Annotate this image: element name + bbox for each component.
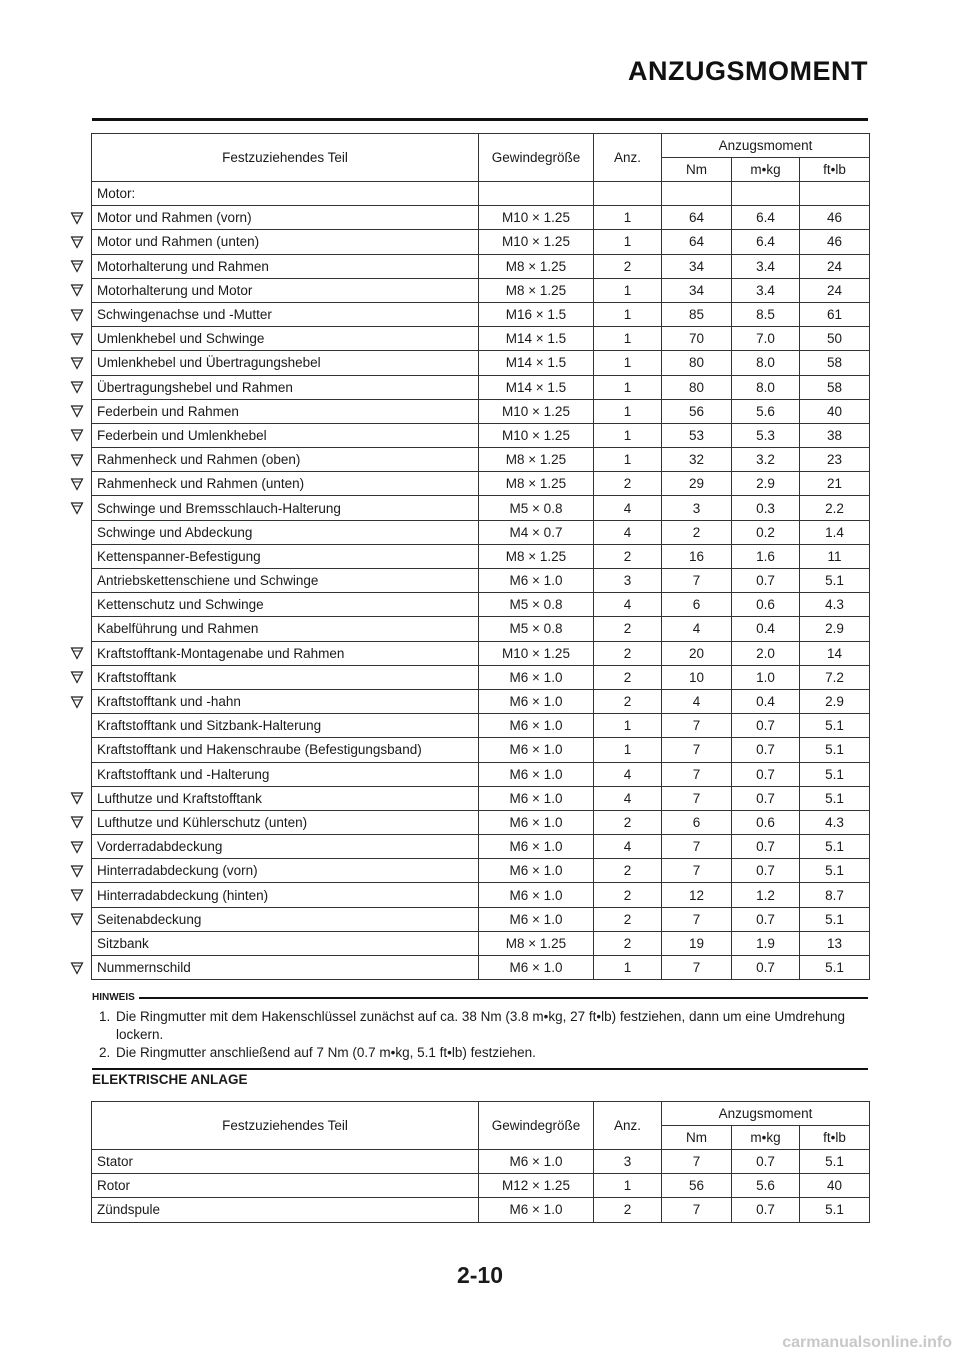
cell-mkg: 0.4	[732, 689, 800, 713]
cell-ftlb: 46	[800, 230, 870, 254]
cell-part: Kabelführung und Rahmen	[92, 617, 479, 641]
cell-part: Rahmenheck und Rahmen (unten)	[92, 472, 479, 496]
cell-mkg: 0.7	[732, 859, 800, 883]
cell-ftlb: 5.1	[800, 956, 870, 980]
triangle-mark-icon	[70, 283, 84, 297]
cell-nm: 19	[662, 931, 732, 955]
elec-header-part: Festzuziehendes Teil	[92, 1102, 479, 1150]
triangle-mark-icon	[70, 308, 84, 322]
note-label: HINWEIS	[92, 991, 135, 1003]
title-rule	[92, 118, 868, 121]
cell-mkg: 0.7	[732, 956, 800, 980]
triangle-mark-icon	[70, 477, 84, 491]
cell-mkg: 6.4	[732, 230, 800, 254]
cell-ftlb: 5.1	[800, 714, 870, 738]
cell-ftlb: 5.1	[800, 835, 870, 859]
cell-thread: M14 × 1.5	[479, 351, 594, 375]
cell-part: Sitzbank	[92, 931, 479, 955]
cell-nm: 7	[662, 714, 732, 738]
cell-ftlb: 2.9	[800, 689, 870, 713]
cell-thread: M6 × 1.0	[479, 714, 594, 738]
triangle-mark-icon	[70, 211, 84, 225]
cell-part: Umlenkhebel und Übertragungshebel	[92, 351, 479, 375]
cell-ftlb: 1.4	[800, 520, 870, 544]
cell-qty: 2	[594, 931, 662, 955]
cell-nm: 7	[662, 1150, 732, 1174]
cell-qty: 2	[594, 883, 662, 907]
table-row	[92, 351, 870, 375]
cell-nm: 80	[662, 375, 732, 399]
table-row	[92, 593, 870, 617]
cell-thread: M6 × 1.0	[479, 883, 594, 907]
cell-qty: 1	[594, 1174, 662, 1198]
cell-ftlb: 61	[800, 302, 870, 326]
note-block	[92, 990, 868, 1070]
elec-header-qty: Anz.	[594, 1102, 662, 1150]
cell-ftlb: 58	[800, 375, 870, 399]
triangle-mark-icon	[70, 646, 84, 660]
cell-ftlb: 46	[800, 206, 870, 230]
table-row	[92, 835, 870, 859]
cell-mkg: 3.4	[732, 278, 800, 302]
cell-nm: 7	[662, 786, 732, 810]
header-qty: Anz.	[594, 134, 662, 182]
cell-qty: 1	[594, 714, 662, 738]
cell-thread: M8 × 1.25	[479, 278, 594, 302]
cell-ftlb: 4.3	[800, 593, 870, 617]
cell-mkg: 1.2	[732, 883, 800, 907]
cell-nm: 70	[662, 327, 732, 351]
cell-part: Seitenabdeckung	[92, 907, 479, 931]
table-row	[92, 1198, 870, 1222]
cell-thread: M6 × 1.0	[479, 810, 594, 834]
table-row	[92, 714, 870, 738]
page-title: ANZUGSMOMENT	[628, 56, 868, 86]
section-title-electrical: ELEKTRISCHE ANLAGE	[92, 1072, 248, 1087]
cell-ftlb: 38	[800, 423, 870, 447]
cell-part: Lufthutze und Kraftstofftank	[92, 786, 479, 810]
elec-header-nm: Nm	[662, 1126, 732, 1150]
cell-nm: 34	[662, 278, 732, 302]
cell-ftlb: 5.1	[800, 859, 870, 883]
cell-qty: 1	[594, 278, 662, 302]
cell-qty: 2	[594, 689, 662, 713]
cell-part: Kraftstofftank-Montagenabe und Rahmen	[92, 641, 479, 665]
cell-part: Rotor	[92, 1174, 479, 1198]
cell-thread: M8 × 1.25	[479, 472, 594, 496]
header-torque: Anzugsmoment	[662, 134, 870, 158]
cell-part: Antriebskettenschiene und Schwinge	[92, 569, 479, 593]
cell-mkg: 5.6	[732, 399, 800, 423]
cell-mkg: 3.2	[732, 448, 800, 472]
table-row	[92, 1150, 870, 1174]
elec-header-thread: Gewindegröße	[479, 1102, 594, 1150]
cell-part: Stator	[92, 1150, 479, 1174]
header-ftlb: ft•lb	[800, 158, 870, 182]
cell-nm: 2	[662, 520, 732, 544]
cell-mkg: 0.7	[732, 569, 800, 593]
cell-mkg: 6.4	[732, 206, 800, 230]
cell-mkg: 0.6	[732, 593, 800, 617]
cell-mkg: 0.7	[732, 835, 800, 859]
note-bottom-rule	[92, 1068, 868, 1070]
cell-thread: M5 × 0.8	[479, 593, 594, 617]
cell-part: Hinterradabdeckung (vorn)	[92, 859, 479, 883]
cell-ftlb: 5.1	[800, 762, 870, 786]
table-row	[92, 399, 870, 423]
cell-part: Federbein und Rahmen	[92, 399, 479, 423]
triangle-mark-icon	[70, 791, 84, 805]
cell-nm: 56	[662, 399, 732, 423]
cell-ftlb: 5.1	[800, 738, 870, 762]
cell-mkg: 3.4	[732, 254, 800, 278]
cell-ftlb: 23	[800, 448, 870, 472]
cell-part: Hinterradabdeckung (hinten)	[92, 883, 479, 907]
triangle-mark-icon	[70, 888, 84, 902]
cell-thread: M5 × 0.8	[479, 617, 594, 641]
cell-ftlb: 5.1	[800, 786, 870, 810]
elec-header-ftlb: ft•lb	[800, 1126, 870, 1150]
cell-ftlb: 13	[800, 931, 870, 955]
cell-nm: 7	[662, 907, 732, 931]
cell-thread: M8 × 1.25	[479, 448, 594, 472]
triangle-mark-icon	[70, 332, 84, 346]
cell-mkg: 0.3	[732, 496, 800, 520]
table-row	[92, 448, 870, 472]
table-row	[92, 617, 870, 641]
triangle-mark-icon	[70, 501, 84, 515]
cell-mkg: 5.6	[732, 1174, 800, 1198]
cell-mkg: 0.7	[732, 762, 800, 786]
table-row	[92, 569, 870, 593]
triangle-mark-icon	[70, 670, 84, 684]
torque-table-electrical	[91, 1101, 870, 1223]
cell-thread: M14 × 1.5	[479, 375, 594, 399]
cell-thread: M4 × 0.7	[479, 520, 594, 544]
table-row	[92, 423, 870, 447]
cell-thread: M6 × 1.0	[479, 956, 594, 980]
cell-qty: 2	[594, 907, 662, 931]
cell-thread: M6 × 1.0	[479, 859, 594, 883]
cell-mkg: 8.0	[732, 351, 800, 375]
cell-thread: M10 × 1.25	[479, 423, 594, 447]
cell-nm: 34	[662, 254, 732, 278]
table-row	[92, 859, 870, 883]
cell-thread: M6 × 1.0	[479, 1198, 594, 1222]
cell-ftlb: 2.2	[800, 496, 870, 520]
cell-ftlb: 5.1	[800, 1150, 870, 1174]
cell-nm: 4	[662, 617, 732, 641]
cell-thread: M14 × 1.5	[479, 327, 594, 351]
group-row	[92, 182, 870, 206]
table-row	[92, 641, 870, 665]
triangle-mark-icon	[70, 864, 84, 878]
table-row	[92, 327, 870, 351]
cell-nm: 3	[662, 496, 732, 520]
cell-mkg: 0.4	[732, 617, 800, 641]
cell-nm: 10	[662, 665, 732, 689]
triangle-mark-icon	[70, 961, 84, 975]
cell-part: Vorderradabdeckung	[92, 835, 479, 859]
cell-nm: 7	[662, 956, 732, 980]
cell-qty: 1	[594, 956, 662, 980]
cell-part: Kraftstofftank und Hakenschraube (Befestigungsband)	[92, 738, 479, 762]
cell-part: Umlenkhebel und Schwinge	[92, 327, 479, 351]
cell-thread: M10 × 1.25	[479, 399, 594, 423]
cell-nm: 4	[662, 689, 732, 713]
table-row	[92, 206, 870, 230]
cell-qty: 1	[594, 206, 662, 230]
cell-part: Motor und Rahmen (vorn)	[92, 206, 479, 230]
cell-ftlb: 40	[800, 1174, 870, 1198]
table-row	[92, 786, 870, 810]
cell-part: Rahmenheck und Rahmen (oben)	[92, 448, 479, 472]
cell-part: Federbein und Umlenkhebel	[92, 423, 479, 447]
table-row	[92, 931, 870, 955]
cell-nm: 12	[662, 883, 732, 907]
cell-qty: 4	[594, 496, 662, 520]
table-row	[92, 375, 870, 399]
cell-qty: 1	[594, 327, 662, 351]
cell-qty: 4	[594, 786, 662, 810]
header-thread: Gewindegröße	[479, 134, 594, 182]
cell-thread: M6 × 1.0	[479, 689, 594, 713]
cell-qty: 2	[594, 810, 662, 834]
table-row	[92, 810, 870, 834]
cell-qty: 4	[594, 593, 662, 617]
cell-qty: 3	[594, 1150, 662, 1174]
elec-header-torque: Anzugsmoment	[662, 1102, 870, 1126]
cell-ftlb: 50	[800, 327, 870, 351]
group-label: Motor:	[92, 182, 479, 206]
triangle-mark-icon	[70, 235, 84, 249]
cell-nm: 64	[662, 206, 732, 230]
watermark: carmanualsonline.info	[782, 1334, 952, 1351]
cell-mkg: 5.3	[732, 423, 800, 447]
cell-part: Motorhalterung und Motor	[92, 278, 479, 302]
elec-header-mkg: m•kg	[732, 1126, 800, 1150]
cell-mkg: 7.0	[732, 327, 800, 351]
table-row	[92, 762, 870, 786]
cell-thread: M6 × 1.0	[479, 1150, 594, 1174]
triangle-mark-icon	[70, 912, 84, 926]
cell-ftlb: 5.1	[800, 569, 870, 593]
cell-thread: M6 × 1.0	[479, 569, 594, 593]
cell-part: Lufthutze und Kühlerschutz (unten)	[92, 810, 479, 834]
cell-part: Zündspule	[92, 1198, 479, 1222]
cell-mkg: 1.6	[732, 544, 800, 568]
cell-qty: 2	[594, 665, 662, 689]
cell-mkg: 0.2	[732, 520, 800, 544]
table-row	[92, 496, 870, 520]
triangle-mark-icon	[70, 356, 84, 370]
table-row	[92, 738, 870, 762]
cell-thread: M6 × 1.0	[479, 738, 594, 762]
cell-thread: M6 × 1.0	[479, 665, 594, 689]
cell-part: Motorhalterung und Rahmen	[92, 254, 479, 278]
table-row	[92, 278, 870, 302]
cell-nm: 6	[662, 810, 732, 834]
triangle-mark-icon	[70, 453, 84, 467]
page-number: 2-10	[456, 1262, 504, 1288]
cell-mkg: 0.7	[732, 1198, 800, 1222]
cell-thread: M12 × 1.25	[479, 1174, 594, 1198]
cell-qty: 2	[594, 254, 662, 278]
cell-part: Nummernschild	[92, 956, 479, 980]
cell-qty: 1	[594, 230, 662, 254]
table-row	[92, 1174, 870, 1198]
cell-nm: 53	[662, 423, 732, 447]
cell-thread: M5 × 0.8	[479, 496, 594, 520]
cell-nm: 56	[662, 1174, 732, 1198]
cell-nm: 32	[662, 448, 732, 472]
cell-nm: 7	[662, 1198, 732, 1222]
cell-part: Kraftstofftank und -Halterung	[92, 762, 479, 786]
cell-mkg: 2.0	[732, 641, 800, 665]
cell-qty: 2	[594, 859, 662, 883]
cell-nm: 64	[662, 230, 732, 254]
cell-thread: M8 × 1.25	[479, 931, 594, 955]
cell-mkg: 0.7	[732, 907, 800, 931]
cell-ftlb: 2.9	[800, 617, 870, 641]
table-row	[92, 472, 870, 496]
cell-qty: 4	[594, 520, 662, 544]
cell-nm: 6	[662, 593, 732, 617]
cell-ftlb: 58	[800, 351, 870, 375]
cell-part: Kettenschutz und Schwinge	[92, 593, 479, 617]
cell-nm: 7	[662, 738, 732, 762]
table-row	[92, 302, 870, 326]
cell-qty: 3	[594, 569, 662, 593]
table-row	[92, 956, 870, 980]
triangle-mark-icon	[70, 259, 84, 273]
cell-qty: 2	[594, 617, 662, 641]
cell-nm: 20	[662, 641, 732, 665]
cell-thread: M16 × 1.5	[479, 302, 594, 326]
cell-part: Kraftstofftank und -hahn	[92, 689, 479, 713]
cell-mkg: 0.7	[732, 786, 800, 810]
cell-mkg: 8.0	[732, 375, 800, 399]
table-row	[92, 254, 870, 278]
table-row	[92, 230, 870, 254]
cell-qty: 4	[594, 762, 662, 786]
cell-ftlb: 8.7	[800, 883, 870, 907]
cell-ftlb: 24	[800, 254, 870, 278]
triangle-mark-icon	[70, 404, 84, 418]
cell-mkg: 1.9	[732, 931, 800, 955]
triangle-mark-icon	[70, 815, 84, 829]
table-row	[92, 689, 870, 713]
cell-ftlb: 4.3	[800, 810, 870, 834]
cell-qty: 1	[594, 399, 662, 423]
cell-mkg: 0.7	[732, 714, 800, 738]
cell-part: Kettenspanner-Befestigung	[92, 544, 479, 568]
cell-thread: M6 × 1.0	[479, 835, 594, 859]
cell-mkg: 1.0	[732, 665, 800, 689]
cell-qty: 2	[594, 1198, 662, 1222]
cell-thread: M6 × 1.0	[479, 907, 594, 931]
cell-qty: 2	[594, 641, 662, 665]
cell-mkg: 2.9	[732, 472, 800, 496]
cell-nm: 7	[662, 569, 732, 593]
cell-ftlb: 14	[800, 641, 870, 665]
cell-part: Kraftstofftank und Sitzbank-Halterung	[92, 714, 479, 738]
note-item: 1. Die Ringmutter mit dem Hakenschlüssel zunächst auf ca. 38 Nm (3.8 m•kg, 27 ft•lb) festziehen, dann um eine Umdrehung lockern.	[114, 1008, 868, 1044]
triangle-mark-icon	[70, 695, 84, 709]
cell-qty: 2	[594, 544, 662, 568]
header-part: Festzuziehendes Teil	[92, 134, 479, 182]
torque-table-main	[91, 133, 870, 980]
cell-nm: 7	[662, 859, 732, 883]
cell-part: Schwingenachse und -Mutter	[92, 302, 479, 326]
cell-qty: 1	[594, 738, 662, 762]
cell-nm: 29	[662, 472, 732, 496]
cell-thread: M8 × 1.25	[479, 544, 594, 568]
note-list	[92, 1008, 868, 1062]
cell-nm: 85	[662, 302, 732, 326]
note-rule	[139, 997, 868, 999]
cell-nm: 7	[662, 762, 732, 786]
triangle-mark-icon	[70, 380, 84, 394]
cell-thread: M6 × 1.0	[479, 762, 594, 786]
note-item: 2. Die Ringmutter anschließend auf 7 Nm (0.7 m•kg, 5.1 ft•lb) festziehen.	[114, 1044, 868, 1062]
table-row	[92, 883, 870, 907]
cell-qty: 1	[594, 351, 662, 375]
cell-mkg: 0.6	[732, 810, 800, 834]
cell-qty: 1	[594, 423, 662, 447]
cell-part: Motor und Rahmen (unten)	[92, 230, 479, 254]
cell-ftlb: 21	[800, 472, 870, 496]
table-row	[92, 665, 870, 689]
cell-qty: 4	[594, 835, 662, 859]
cell-part: Schwinge und Bremsschlauch-Halterung	[92, 496, 479, 520]
cell-ftlb: 5.1	[800, 907, 870, 931]
triangle-mark-icon	[70, 840, 84, 854]
cell-mkg: 8.5	[732, 302, 800, 326]
cell-qty: 1	[594, 302, 662, 326]
cell-part: Schwinge und Abdeckung	[92, 520, 479, 544]
table-row	[92, 907, 870, 931]
header-nm: Nm	[662, 158, 732, 182]
triangle-mark-icon	[70, 428, 84, 442]
header-mkg: m•kg	[732, 158, 800, 182]
cell-nm: 16	[662, 544, 732, 568]
cell-part: Übertragungshebel und Rahmen	[92, 375, 479, 399]
cell-thread: M6 × 1.0	[479, 786, 594, 810]
cell-thread: M10 × 1.25	[479, 641, 594, 665]
cell-ftlb: 11	[800, 544, 870, 568]
cell-qty: 1	[594, 375, 662, 399]
table-row	[92, 520, 870, 544]
cell-thread: M10 × 1.25	[479, 206, 594, 230]
cell-nm: 80	[662, 351, 732, 375]
cell-thread: M8 × 1.25	[479, 254, 594, 278]
cell-nm: 7	[662, 835, 732, 859]
cell-ftlb: 7.2	[800, 665, 870, 689]
cell-ftlb: 5.1	[800, 1198, 870, 1222]
cell-mkg: 0.7	[732, 738, 800, 762]
cell-mkg: 0.7	[732, 1150, 800, 1174]
cell-qty: 2	[594, 472, 662, 496]
cell-ftlb: 40	[800, 399, 870, 423]
cell-part: Kraftstofftank	[92, 665, 479, 689]
table-row	[92, 544, 870, 568]
cell-qty: 1	[594, 448, 662, 472]
cell-ftlb: 24	[800, 278, 870, 302]
cell-thread: M10 × 1.25	[479, 230, 594, 254]
